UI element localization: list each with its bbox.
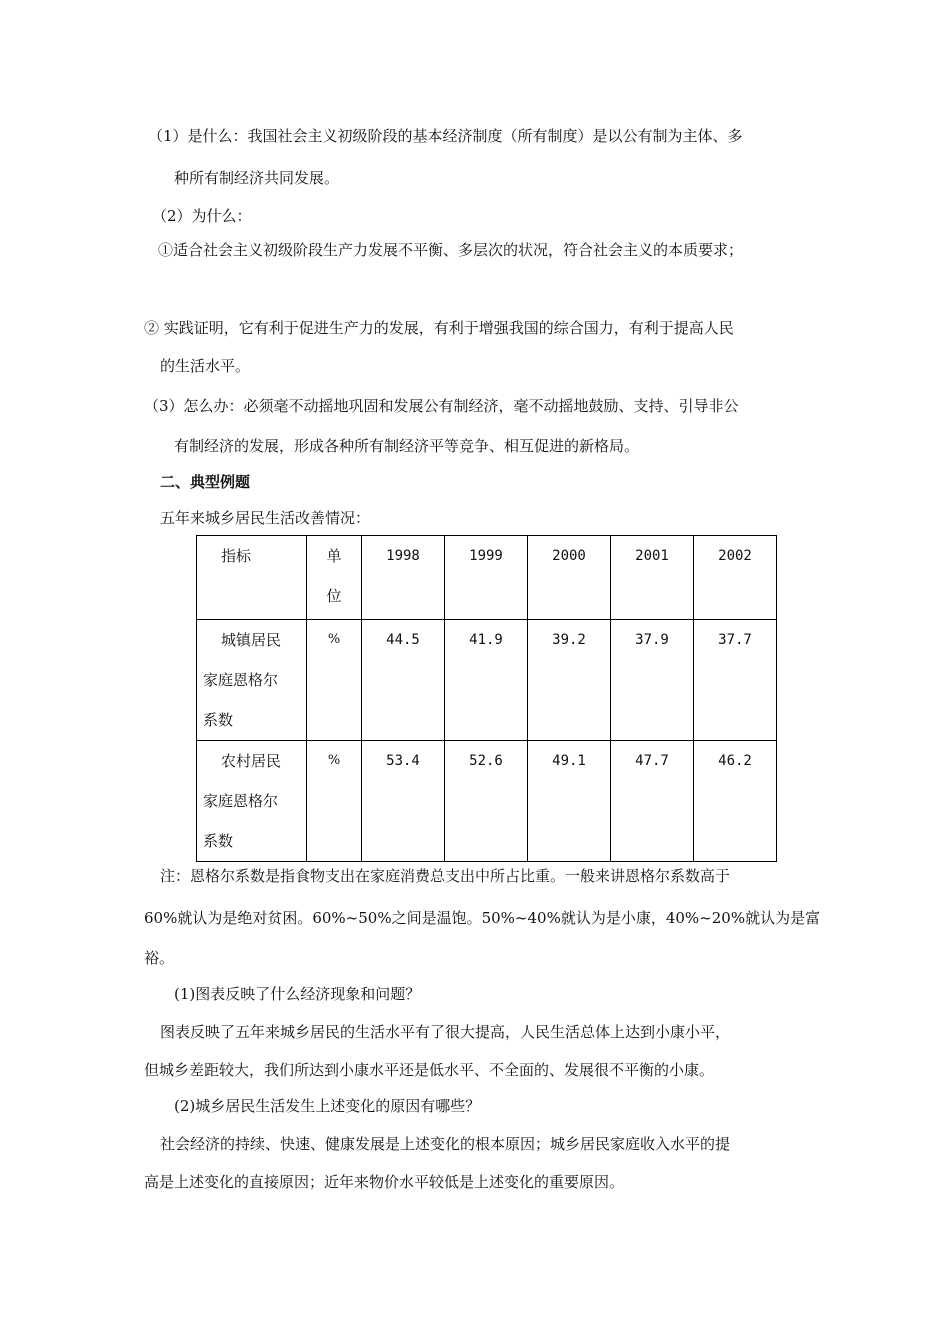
header-unit-line-1: 单 (326, 547, 342, 565)
engel-coefficient-table (196, 535, 777, 862)
table-cell: 37.7 (694, 620, 777, 741)
table-cell: 53.4 (362, 741, 445, 862)
row-unit: % (307, 741, 362, 862)
row-label-line-2: 家庭恩格尔 (203, 792, 279, 810)
header-unit-line-2: 位 (326, 587, 342, 605)
row-label-line-2: 家庭恩格尔 (203, 671, 279, 689)
table-row-urban (197, 620, 777, 741)
row-label-line-3: 系数 (203, 711, 234, 729)
table-cell: 39.2 (528, 620, 611, 741)
what-line-1: （1）是什么：我国社会主义初级阶段的基本经济制度（所有制度）是以公有制为主体、多 (148, 127, 743, 145)
row-label-urban (197, 620, 307, 741)
section-heading: 二、典型例题 (160, 473, 251, 491)
header-year: 1998 (362, 536, 445, 620)
table-cell: 44.5 (362, 620, 445, 741)
answer-2-line-2: 高是上述变化的直接原因；近年来物价水平较低是上述变化的重要原因。 (144, 1173, 625, 1191)
what-line-2: 种所有制经济共同发展。 (174, 169, 340, 187)
table-header-row (197, 536, 777, 620)
table-cell: 46.2 (694, 741, 777, 862)
table-cell: 49.1 (528, 741, 611, 862)
header-year: 1999 (445, 536, 528, 620)
note-line-2: 60%就认为是绝对贫困。60%~50%之间是温饱。50%~40%就认为是小康，40%~20%就认为是富 (144, 909, 821, 927)
note-line-1: 注：恩格尔系数是指食物支出在家庭消费总支出中所占比重。一般来讲恩格尔系数高于 (160, 867, 731, 885)
answer-2-line-1: 社会经济的持续、快速、健康发展是上述变化的根本原因；城乡居民家庭收入水平的提 (160, 1135, 731, 1153)
header-year: 2002 (694, 536, 777, 620)
how-line-1: （3）怎么办：必须毫不动摇地巩固和发展公有制经济，毫不动摇地鼓励、支持、引导非公 (144, 397, 739, 415)
table-row-rural (197, 741, 777, 862)
question-2: (2)城乡居民生活发生上述变化的原因有哪些？ (174, 1097, 481, 1115)
row-label-line-1: 城镇居民 (221, 631, 282, 649)
table-cell: 52.6 (445, 741, 528, 862)
how-line-2: 有制经济的发展，形成各种所有制经济平等竞争、相互促进的新格局。 (174, 437, 640, 455)
row-label-line-3: 系数 (203, 832, 234, 850)
header-year: 2001 (611, 536, 694, 620)
row-label-line-1: 农村居民 (221, 752, 282, 770)
question-1: (1)图表反映了什么经济现象和问题？ (174, 985, 421, 1003)
header-unit (307, 536, 362, 620)
table-intro: 五年来城乡居民生活改善情况： (160, 509, 371, 527)
header-year: 2000 (528, 536, 611, 620)
answer-1-line-2: 但城乡差距较大，我们所达到小康水平还是低水平、不全面的、发展很不平衡的小康。 (144, 1061, 715, 1079)
answer-1-line-1: 图表反映了五年来城乡居民的生活水平有了很大提高，人民生活总体上达到小康小平， (160, 1023, 731, 1041)
row-unit: % (307, 620, 362, 741)
note-line-3: 裕。 (144, 949, 175, 967)
why-item-2-line-1: ② 实践证明，它有利于促进生产力的发展，有利于增强我国的综合国力，有利于提高人民 (144, 319, 734, 337)
table-cell: 41.9 (445, 620, 528, 741)
why-item-1: ①适合社会主义初级阶段生产力发展不平衡、多层次的状况，符合社会主义的本质要求； (158, 241, 744, 259)
table-cell: 47.7 (611, 741, 694, 862)
why-heading: （2）为什么： (152, 207, 252, 225)
header-indicator: 指标 (197, 536, 307, 620)
row-label-rural (197, 741, 307, 862)
why-item-2-line-2: 的生活水平。 (160, 357, 251, 375)
table-cell: 37.9 (611, 620, 694, 741)
